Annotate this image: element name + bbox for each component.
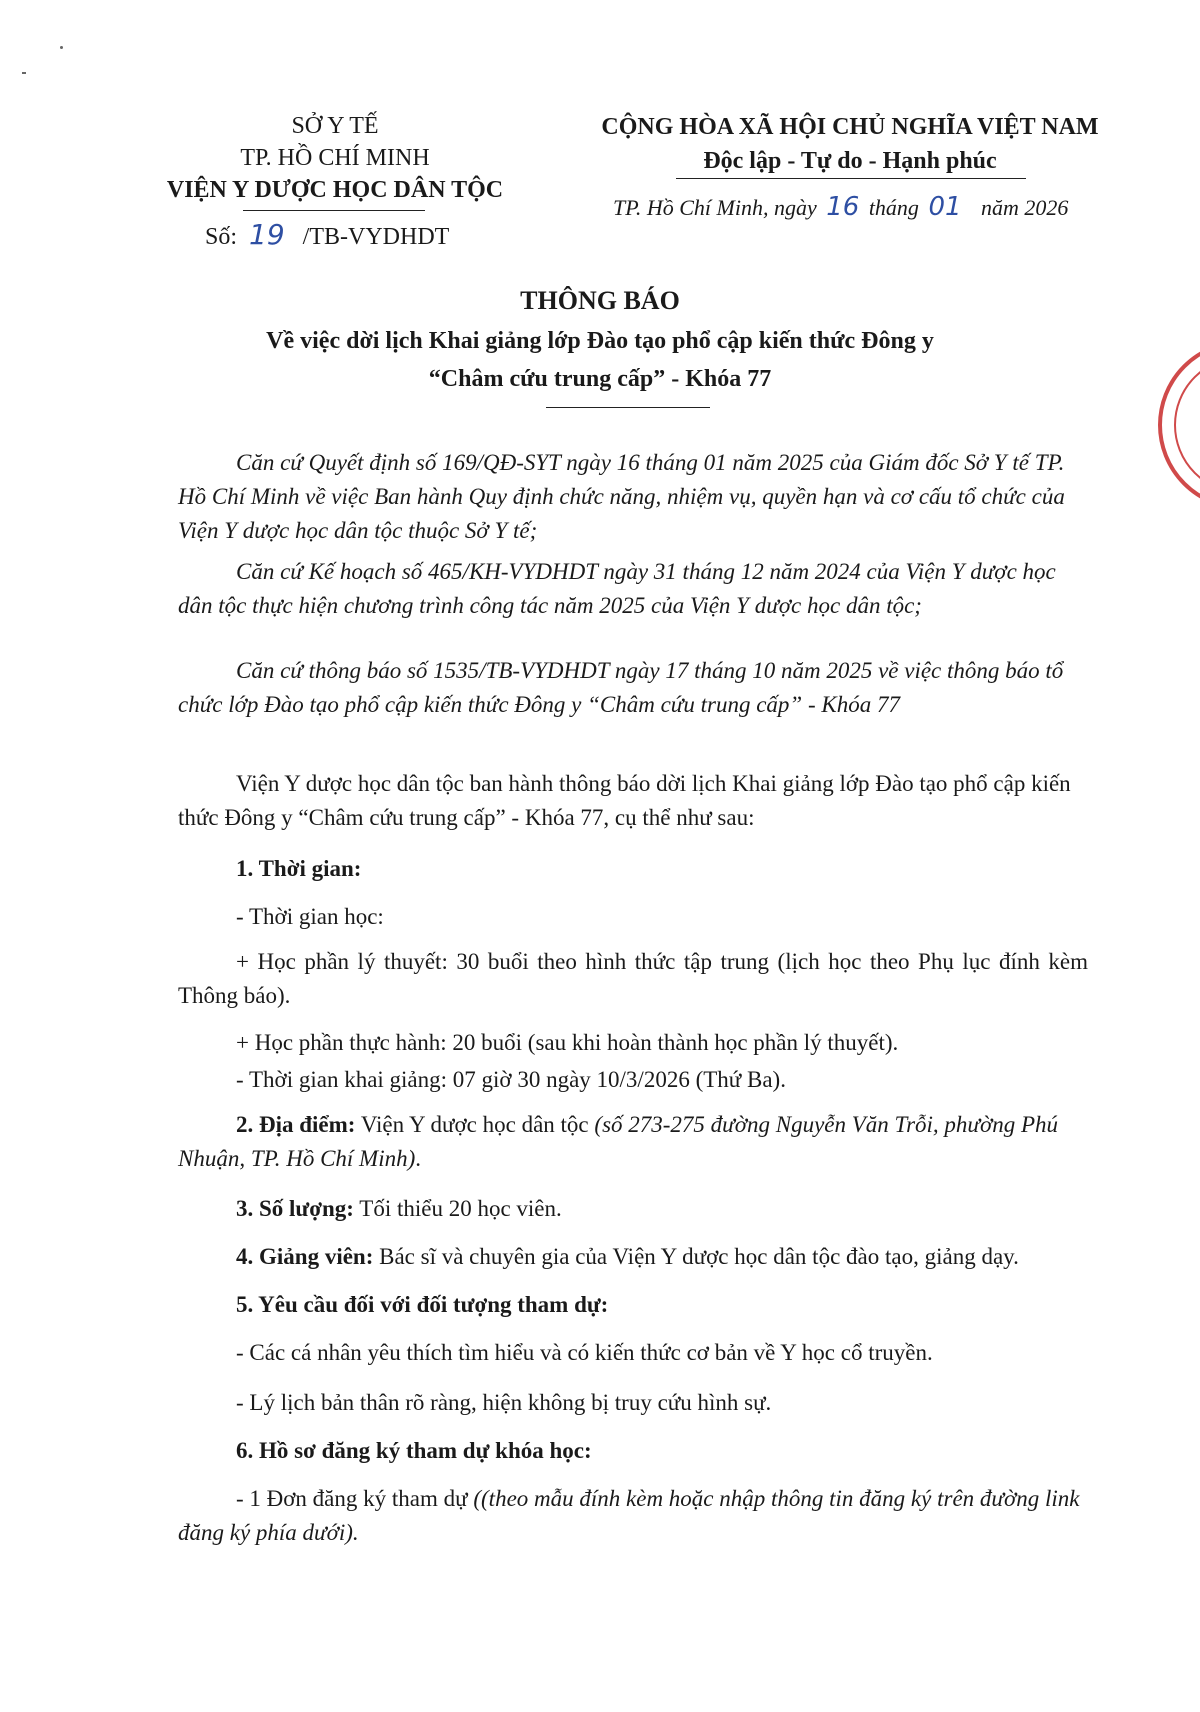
number-handwritten: 19 bbox=[249, 218, 285, 251]
document-number bbox=[205, 219, 449, 253]
national-title: CỘNG HÒA XÃ HỘI CHỦ NGHĨA VIỆT NAM bbox=[601, 114, 1099, 140]
section-2-end: . bbox=[415, 1146, 422, 1171]
section-6-heading: 6. Hồ sơ đăng ký tham dự khóa học: bbox=[236, 1438, 592, 1463]
date-day-handwritten: 16 bbox=[826, 192, 860, 222]
section-2-paragraph bbox=[178, 1108, 1088, 1176]
section-1-heading: 1. Thời gian: bbox=[236, 856, 362, 881]
section-5-line-1: - Các cá nhân yêu thích tìm hiểu và có kiến thức cơ bản về Y học cổ truyền. bbox=[236, 1340, 933, 1365]
date-month-handwritten: 01 bbox=[928, 192, 962, 222]
title-underline bbox=[546, 407, 710, 408]
scan-speck bbox=[22, 72, 26, 74]
agency-line-2: TP. HỒ CHÍ MINH bbox=[240, 145, 430, 171]
section-6-text: - 1 Đơn đăng ký tham dự bbox=[236, 1486, 468, 1511]
legal-basis-2: Căn cứ Kế hoạch số 465/KH-VYDHDT ngày 31 tháng 12 năm 2024 của Viện Y dược học dân tộc thực hiện chương trình công tác năm 2025 của Viện Y dược học dân tộc; bbox=[178, 559, 1056, 618]
section-6-note: ((theo mẫu đính kèm hoặc nhập thông tin đăng ký trên đường link đăng ký phía dưới). bbox=[178, 1486, 1080, 1545]
scan-speck bbox=[60, 46, 63, 49]
section-2-label: 2. Địa điểm: bbox=[236, 1112, 356, 1137]
motto-underline bbox=[676, 178, 1026, 179]
date-year: năm 2026 bbox=[981, 195, 1069, 220]
date-prefix: TP. Hồ Chí Minh, ngày bbox=[613, 195, 817, 220]
section-5-line-2: - Lý lịch bản thân rõ ràng, hiện không bị truy cứu hình sự. bbox=[236, 1390, 772, 1415]
section-3-paragraph bbox=[236, 1192, 562, 1226]
agency-header bbox=[130, 110, 540, 206]
section-3-text: Tối thiểu 20 học viên. bbox=[359, 1196, 562, 1221]
section-4-text: Bác sĩ và chuyên gia của Viện Y dược học dân tộc đào tạo, giảng dạy. bbox=[379, 1244, 1019, 1269]
document-subtitle-1: Về việc dời lịch Khai giảng lớp Đào tạo phổ cập kiến thức Đông y bbox=[266, 328, 934, 354]
section-2-text: Viện Y dược học dân tộc bbox=[360, 1112, 589, 1137]
agency-line-1: SỞ Y TẾ bbox=[291, 113, 379, 139]
legal-basis-3: Căn cứ thông báo số 1535/TB-VYDHDT ngày 17 tháng 10 năm 2025 về việc thông báo tổ chức lớp Đào tạo phổ cập kiến thức Đông y “Châm cứu trung cấp” - Khóa 77 bbox=[178, 658, 1064, 717]
institute-name: VIỆN Y DƯỢC HỌC DÂN TỘC bbox=[166, 177, 504, 203]
number-prefix: Số: bbox=[205, 224, 238, 250]
official-seal bbox=[1158, 340, 1200, 510]
section-3-label: 3. Số lượng: bbox=[236, 1196, 354, 1221]
section-1-line-2: + Học phần lý thuyết: 30 buổi theo hình thức tập trung (lịch học theo Phụ lục đính kèm Thông báo). bbox=[178, 949, 1088, 1008]
national-header bbox=[565, 110, 1135, 178]
section-5-heading: 5. Yêu cầu đối với đối tượng tham dự: bbox=[236, 1292, 609, 1317]
document-subtitle-2: “Châm cứu trung cấp” - Khóa 77 bbox=[428, 366, 772, 392]
section-6-line-1 bbox=[178, 1482, 1088, 1550]
issue-date bbox=[613, 190, 1068, 225]
section-1-line-3: + Học phần thực hành: 20 buổi (sau khi hoàn thành học phần lý thuyết). bbox=[236, 1030, 899, 1055]
document-title: THÔNG BÁO bbox=[520, 286, 680, 315]
national-motto: Độc lập - Tự do - Hạnh phúc bbox=[703, 148, 997, 174]
number-suffix: /TB-VYDHDT bbox=[302, 224, 450, 250]
section-4-label: 4. Giảng viên: bbox=[236, 1244, 374, 1269]
section-4-paragraph bbox=[236, 1240, 1019, 1274]
section-2-address: (số 273-275 đường Nguyễn Văn Trỗi, phường Phú Nhuận, TP. Hồ Chí Minh) bbox=[178, 1112, 1059, 1171]
legal-basis-1: Căn cứ Quyết định số 169/QĐ-SYT ngày 16 tháng 01 năm 2025 của Giám đốc Sở Y tế TP. Hồ Chí Minh về việc Ban hành Quy định chức năng, nhiệm vụ, quyền hạn và cơ cấu tổ chức của Viện Y dược học dân tộc thuộc Sở Y tế; bbox=[178, 450, 1065, 543]
section-1-line-4: - Thời gian khai giảng: 07 giờ 30 ngày 10/3/2026 (Thứ Ba). bbox=[236, 1067, 786, 1092]
intro-paragraph: Viện Y dược học dân tộc ban hành thông báo dời lịch Khai giảng lớp Đào tạo phổ cập kiến thức Đông y “Châm cứu trung cấp” - Khóa 77, cụ thể như sau: bbox=[178, 771, 1071, 830]
date-month-label: tháng bbox=[868, 195, 919, 220]
institute-underline bbox=[243, 210, 425, 211]
section-1-line-1: - Thời gian học: bbox=[236, 904, 384, 929]
